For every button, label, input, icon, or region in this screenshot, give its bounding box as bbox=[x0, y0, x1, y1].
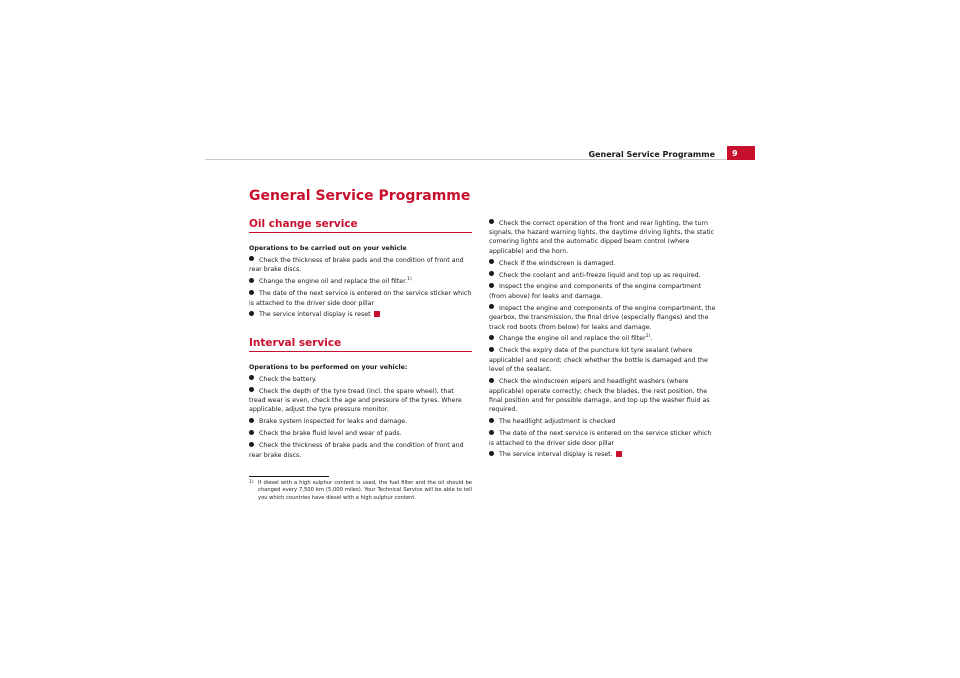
interval-subheading: Operations to be performed on your vehicle: bbox=[249, 363, 408, 371]
list-item: Change the engine oil and replace the oil filter$^{1)}$. bbox=[489, 334, 716, 343]
section-end-icon bbox=[374, 311, 380, 317]
bullet-icon bbox=[249, 430, 254, 435]
footnote-mark: 1) bbox=[249, 480, 254, 485]
bullet-icon bbox=[489, 304, 494, 309]
chapter-title: General Service Programme bbox=[249, 188, 471, 204]
list-item: The date of the next service is entered on the service sticker which is attached to the driver side door pillar bbox=[249, 290, 472, 307]
running-header-title: General Service Programme bbox=[588, 150, 715, 159]
list-item: Check the thickness of brake pads and the condition of front and rear brake discs. bbox=[249, 256, 464, 274]
bullet-icon bbox=[489, 347, 494, 352]
list-item: Check if the windscreen is damaged. bbox=[489, 259, 716, 268]
bullet-icon bbox=[249, 387, 254, 392]
list-item: Change the engine oil and replace the oil filter.$^{1)}$ bbox=[249, 277, 472, 286]
right-column bbox=[489, 216, 716, 460]
footnote-reference: 1) bbox=[407, 276, 412, 282]
bullet-icon bbox=[489, 219, 494, 224]
left-column bbox=[249, 217, 472, 460]
bullet-icon bbox=[489, 418, 494, 423]
bullet-icon bbox=[489, 430, 494, 435]
bullet-icon bbox=[489, 283, 494, 288]
list-item: Check the correct operation of the front and rear lighting, the turn signals, the hazard warning lights, the daytime driving lights, the static cornering lights and the automatic dipped beam control (where applicable) and the horn. bbox=[489, 219, 715, 255]
list-item: Check the coolant and anti-freeze liquid and top up as required. bbox=[489, 271, 716, 280]
list-item: Check the thickness of brake pads and the condition of front and rear brake discs. bbox=[249, 442, 464, 459]
section-title-interval: Interval service bbox=[249, 336, 472, 352]
bullet-icon bbox=[249, 278, 254, 283]
list-item: Check the windscreen wipers and headlight washers (where applicable) operate correctly; check the blades, the rest position, the final position and for possible damage, and top up the washer fluid as required. bbox=[489, 378, 710, 414]
list-item: The headlight adjustment is checked bbox=[489, 417, 716, 426]
section-end-icon bbox=[616, 451, 622, 457]
bullet-icon bbox=[249, 442, 254, 447]
list-item: The service interval display is reset bbox=[249, 310, 472, 319]
header-rule bbox=[205, 159, 727, 160]
list-item: Check the brake fluid level and wear of pads. bbox=[249, 429, 472, 438]
list-item: Check the battery. bbox=[249, 375, 472, 384]
bullet-icon bbox=[489, 335, 494, 340]
bullet-icon bbox=[489, 271, 494, 276]
list-item: The service interval display is reset. bbox=[489, 450, 716, 459]
list-item: The date of the next service is entered on the service sticker which is attached to the driver side door pillar bbox=[489, 430, 712, 447]
oil-change-subheading: Operations to be carried out on your vehicle bbox=[249, 245, 407, 252]
list-item: Brake system inspected for leaks and damage. bbox=[249, 417, 472, 426]
list-item: Check the expiry date of the puncture kit tyre sealant (where applicable) and record; check whether the bottle is damaged and the level of the sealant. bbox=[489, 347, 708, 374]
bullet-icon bbox=[249, 311, 254, 316]
footnote bbox=[249, 480, 472, 502]
bullet-icon bbox=[249, 418, 254, 423]
bullet-icon bbox=[249, 375, 254, 380]
bullet-icon bbox=[249, 290, 254, 295]
list-item: Inspect the engine and components of the engine compartment, the gearbox, the transmission, the final drive (especially flanges) and the track rod boots (from below) for leaks and damage. bbox=[489, 304, 716, 331]
list-item: Check the depth of the tyre tread (incl. the spare wheel), that tread wear is even, check the age and pressure of the tyres. Where applicable, adjust the tyre pressure monitor. bbox=[249, 387, 462, 414]
footnote-rule bbox=[249, 476, 329, 477]
list-item: Inspect the engine and components of the engine compartment (from above) for leaks and damage. bbox=[489, 283, 702, 300]
footnote-text: If diesel with a high sulphur content is used, the fuel filter and the oil should be changed every 7,500 km (5,000 miles). Your Technical Service will be able to tell you which countries have diesel with a high sulphur content. bbox=[258, 480, 472, 501]
bullet-icon bbox=[489, 451, 494, 456]
bullet-icon bbox=[249, 256, 254, 261]
bullet-icon bbox=[489, 259, 494, 264]
bullet-icon bbox=[489, 378, 494, 383]
page-number-badge: 9 bbox=[727, 146, 755, 160]
footnote-reference: 1) bbox=[645, 333, 651, 339]
section-title-oil-change: Oil change service bbox=[249, 217, 472, 233]
